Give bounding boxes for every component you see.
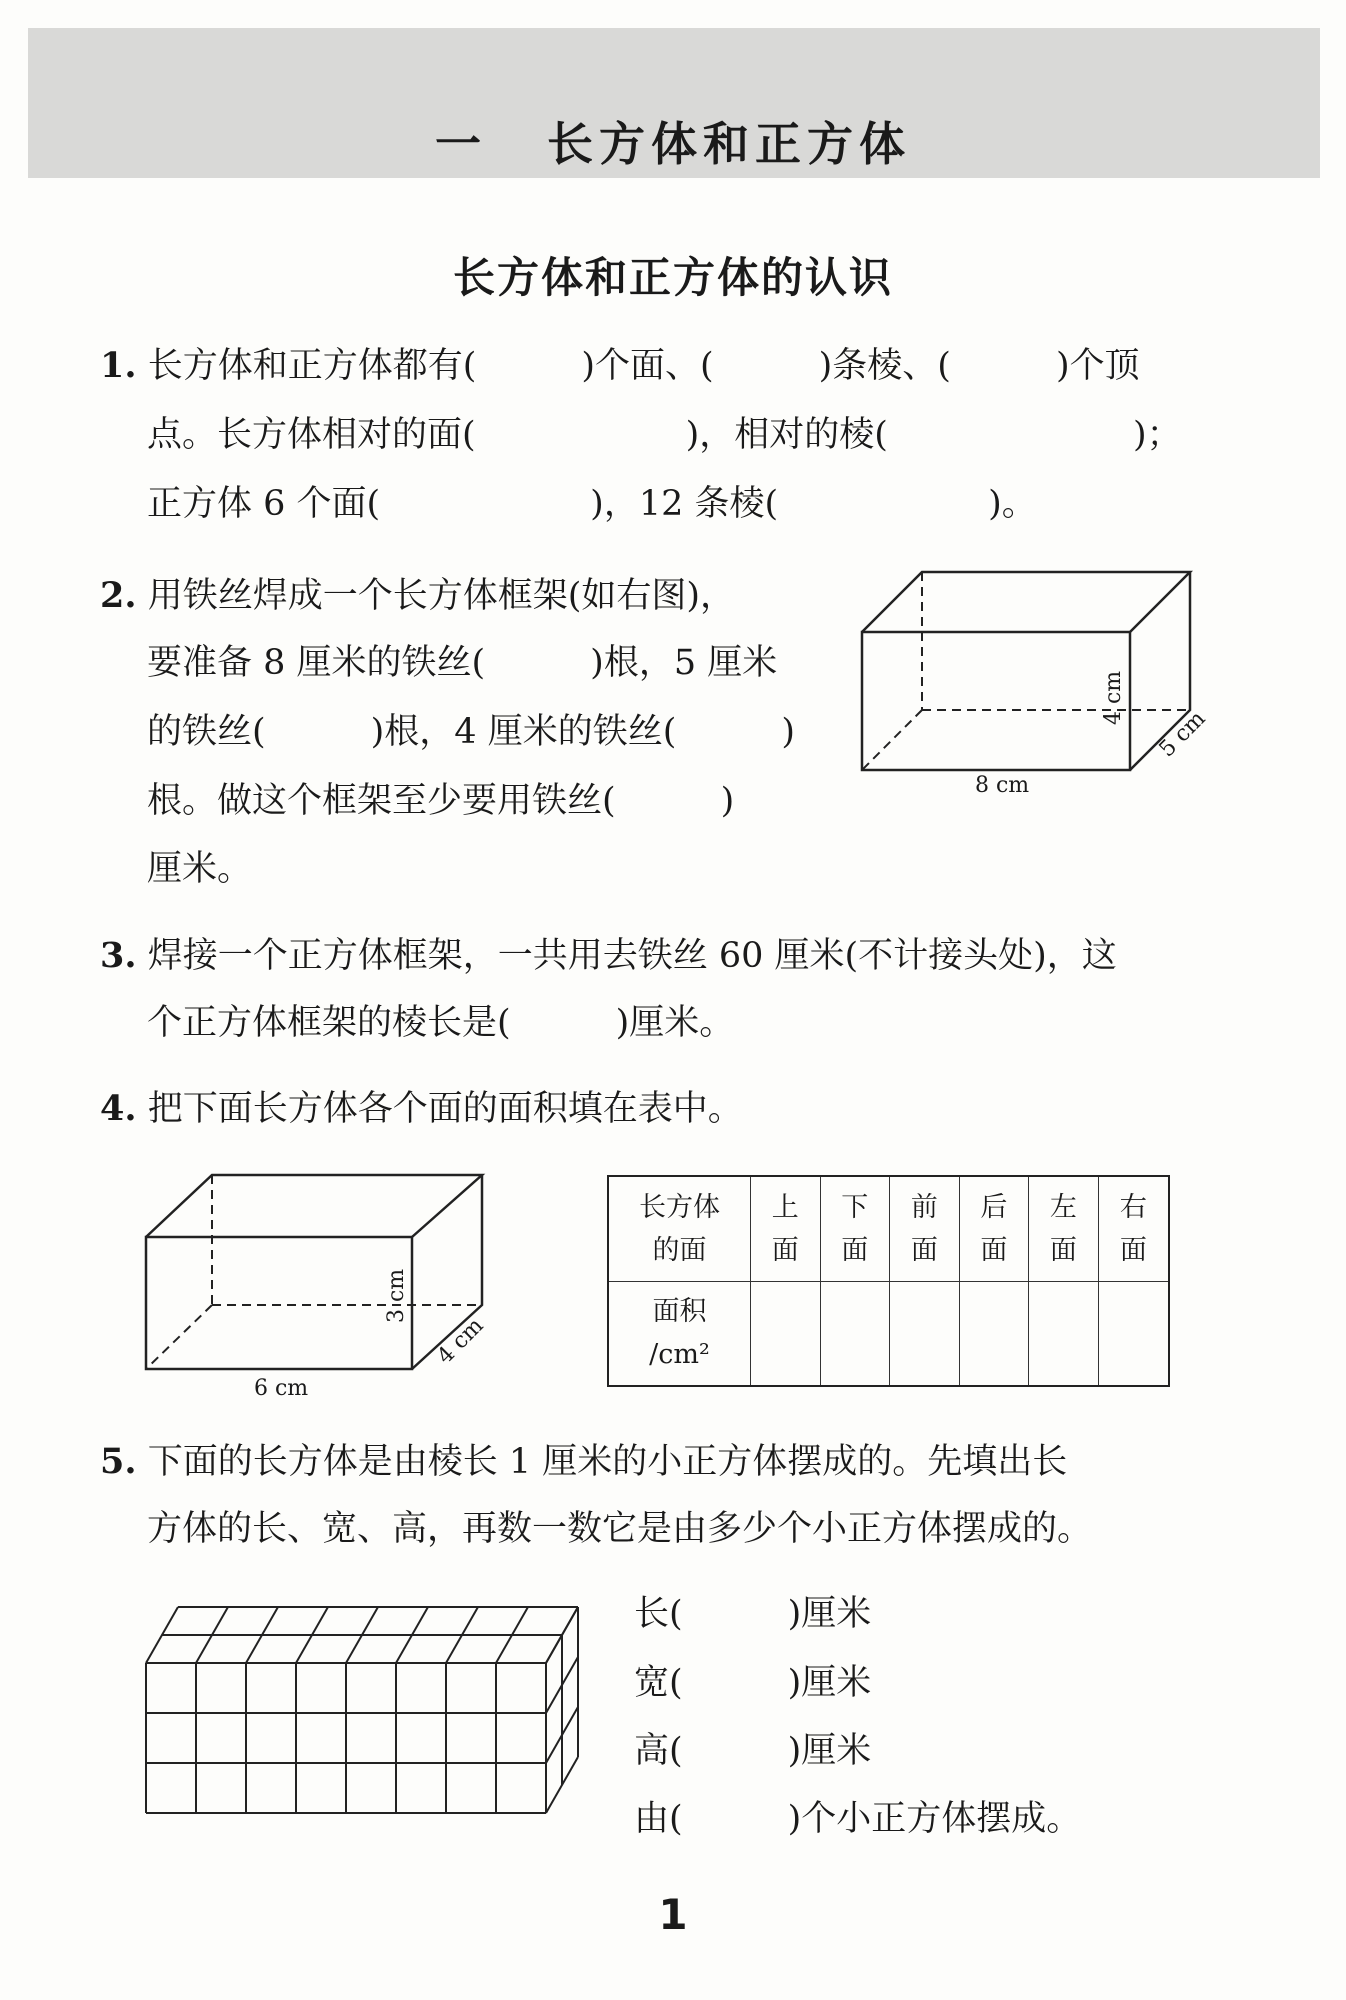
q1-line-1: 1. 长方体和正方体都有( )个面、( )条棱、( )个顶 (100, 345, 1140, 386)
q3-line-1: 3. 焊接一个正方体框架，一共用去铁丝 60 厘米(不计接头处)，这 (100, 935, 1117, 976)
table-area-label: 面积 /cm² (608, 1281, 751, 1386)
chapter-title-text: 长方体和正方体 (547, 117, 911, 171)
q4-line-1: 4. 把下面长方体各个面的面积填在表中。 (100, 1088, 743, 1129)
chapter-number: 一 (435, 117, 487, 171)
q2-height-label: 4 cm (1101, 670, 1126, 725)
page-number: 1 (658, 1890, 688, 1939)
table-header-row (608, 1176, 1169, 1281)
table-face-top: 上 面 (751, 1176, 821, 1281)
q2-line-2: 要准备 8 厘米的铁丝( )根，5 厘米 (147, 643, 778, 683)
table-face-right: 右 面 (1098, 1176, 1169, 1281)
q5-length-answer: 长( )厘米 (634, 1594, 872, 1634)
section-title: 长方体和正方体的认识 (452, 253, 893, 302)
table-header-cell: 长方体 的面 (608, 1176, 751, 1281)
q2-hidden-edges (862, 572, 1190, 770)
table-area-row (608, 1281, 1169, 1386)
q2-top-face (862, 572, 1190, 632)
table-answer-cell[interactable] (1098, 1281, 1169, 1386)
q1-line-2: 点。长方体相对的面( )，相对的棱( )； (147, 415, 1182, 455)
q4-hidden-edges (146, 1175, 482, 1369)
q5-line-2: 方体的长、宽、高，再数一数它是由多少个小正方体摆成的。 (147, 1509, 1093, 1549)
q4-width-label: 4 cm (432, 1313, 489, 1370)
face-area-table (607, 1175, 1170, 1387)
q4-length-label: 6 cm (254, 1376, 309, 1401)
q2-width-label: 5 cm (1154, 706, 1211, 763)
table-face-left: 左 面 (1029, 1176, 1099, 1281)
table-answer-cell[interactable] (1029, 1281, 1099, 1386)
table-face-back: 后 面 (959, 1176, 1029, 1281)
q2-line-1: 2. 用铁丝焊成一个长方体框架(如右图)， (100, 575, 735, 616)
q2-line-3: 的铁丝( )根，4 厘米的铁丝( ) (147, 712, 796, 752)
q2-line-5: 厘米。 (147, 849, 253, 889)
table-face-front: 前 面 (890, 1176, 960, 1281)
q4-height-label: 3 cm (384, 1268, 409, 1323)
q2-number: 2. (100, 575, 137, 616)
q5-number: 5. (100, 1441, 137, 1482)
q1-line-3: 正方体 6 个面( )，12 条棱( )。 (147, 484, 1037, 524)
q4-cuboid-figure (144, 1173, 489, 1407)
q4-number: 4. (100, 1088, 137, 1129)
q3-number: 3. (100, 935, 137, 976)
table-answer-cell[interactable] (751, 1281, 821, 1386)
q2-front-face (862, 632, 1130, 770)
q5-height-answer: 高( )厘米 (634, 1731, 872, 1771)
table-answer-cell[interactable] (959, 1281, 1029, 1386)
q1-number: 1. (100, 345, 137, 386)
q2-line-4: 根。做这个框架至少要用铁丝( ) (147, 781, 735, 821)
q3-line-2: 个正方体框架的棱长是( )厘米。 (147, 1003, 735, 1043)
q5-width-answer: 宽( )厘米 (634, 1663, 872, 1703)
chapter-title (0, 108, 1346, 174)
q5-cube-stack-figure (144, 1605, 564, 1829)
table-answer-cell[interactable] (890, 1281, 960, 1386)
table-face-bottom: 下 面 (820, 1176, 890, 1281)
q4-top-face (146, 1175, 482, 1237)
q5-count-answer: 由( )个小正方体摆成。 (634, 1799, 1082, 1839)
q2-cuboid-figure (860, 570, 1220, 804)
q4-front-face (146, 1237, 412, 1369)
table-answer-cell[interactable] (820, 1281, 890, 1386)
q2-length-label: 8 cm (975, 773, 1030, 798)
q5-line-1: 5. 下面的长方体是由棱长 1 厘米的小正方体摆成的。先填出长 (100, 1441, 1068, 1482)
